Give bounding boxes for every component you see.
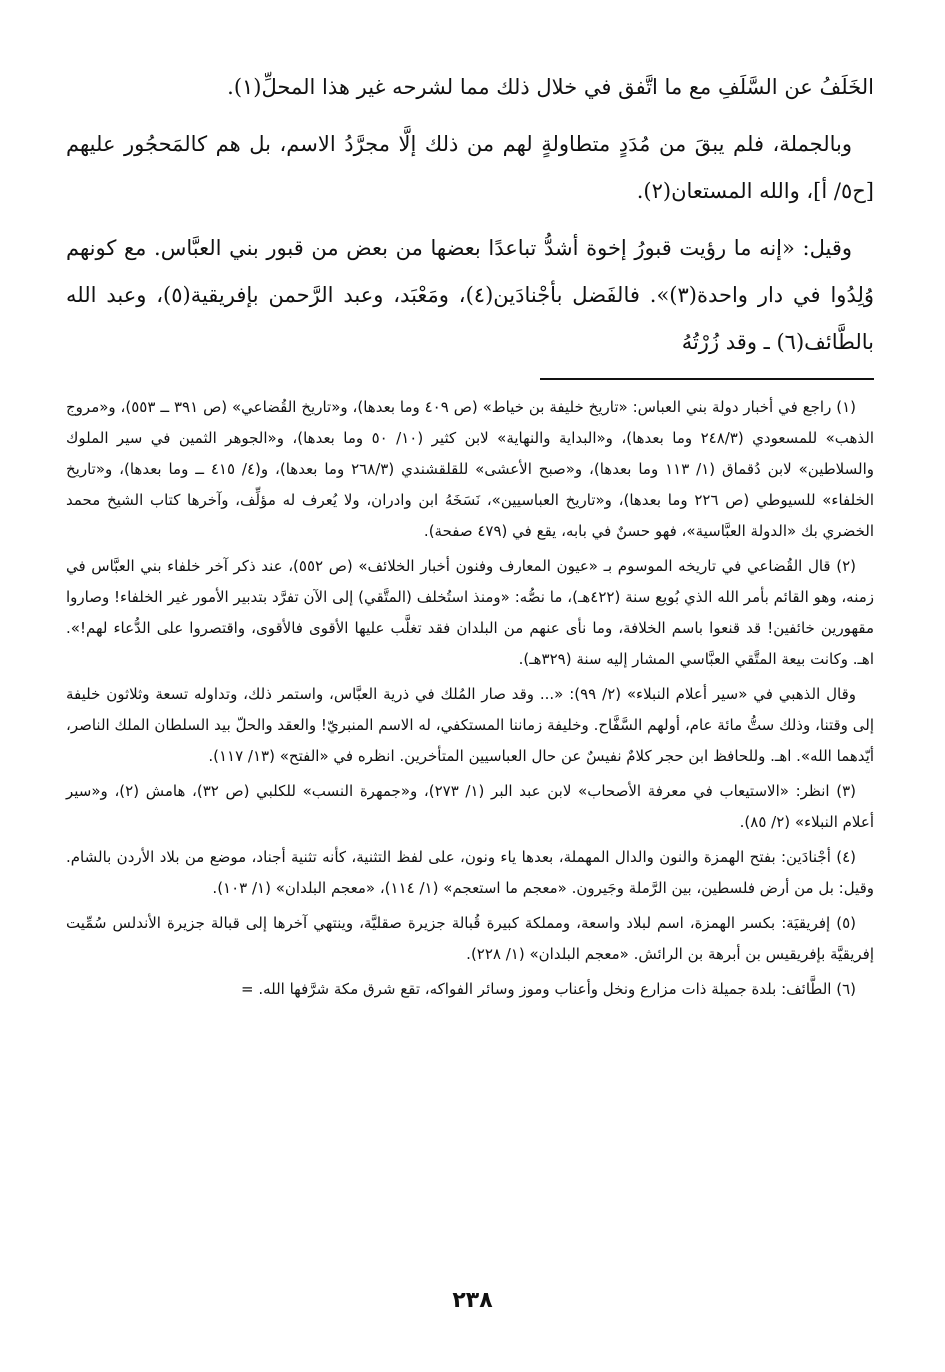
footnote-2-continued: وقال الذهبي في «سير أعلام النبلاء» (٢/ ٩٩): «... وقد صار المُلك في ذرية العبَّاس، واستمر ذلك، وتداوله تسعة وثلاثون خليفة إلى وقتنا، وذلك ستُّ مائة عام، أولهم السَّفَّاح. وخليفة زماننا المستكفي، له الاسم المنبريّ! والعقد والحلّ بيد السلطان الملك الناصر، أيّدهما الله». اهـ. وللحافظ ابن حجر كلامٌ نفيسٌ عن حال العباسيين المتأخرين. انظره في «الفتح» (١٣/ ١١٧). — [66, 685, 874, 765]
footnote-6: (٦) الطَّائف: بلدة جميلة ذات مزارع ونخل وأعناب وموز وسائر الفواكه، تقع شرق مكة شرَّفها الله. = — [240, 980, 856, 998]
main-paragraph-1: الخَلَفُ عن السَّلَفِ مع ما اتَّفق في خلال ذلك مما لشرحه غير هذا المحلِّ(١). — [227, 75, 874, 99]
main-text-block — [66, 64, 874, 376]
footnote-5: (٥) إفريقيَة: بكسر الهمزة، اسم لبلاد واسعة، ومملكة كبيرة قُبالة جزيرة صقليَّة، وينتهي آخرها إلى قبالة جزيرة الأندلس سُمِّيت إفريقيَّة بإفريقيس بن أبرهة بن الرائش. «معجم البلدان» (١/ ٢٢٨). — [66, 914, 874, 963]
footnote-2: (٢) قال القُضاعي في تاريخه الموسوم بـ «عيون المعارف وفنون أخبار الخلائف» (ص ٥٥٢)، عند ذكر آخر خلفاء بني العبَّاس في زمنه، وهو القائم بأمر الله الذي بُويع سنة (٤٢٢هـ)، ما نصُّه: «ومنذ استُخلف (المتَّقي) إلى الآن تفرَّد بتدبير الأمور غير الخلفاء! وصاروا مقهورين خائفين! قد قنعوا باسم الخلافة، وما نأى عنهم من البلدان فقد تغلَّب عليها الأقوى فالأقوى، واقتصروا على الدُّعاء لهم!». اهـ. وكانت بيعة المتَّقي العبَّاسي المشار إليه سنة (٣٢٩هـ). — [66, 557, 875, 668]
footnote-1: (١) راجع في أخبار دولة بني العباس: «تاريخ خليفة بن خياط» (ص ٤٠٩ وما بعدها)، و«تاريخ القُضاعي» (ص ٣٩١ ــ ٥٥٣)، و«مروج الذهب» للمسعودي (٢٤٨/٣ وما بعدها)، و«البداية والنهاية» لابن كثير (١٠/ ٥٠ وما بعدها)، و«الجوهر الثمين في سير الملوك والسلاطين» لابن دُقماق (١/ ١١٣ وما بعدها)، و«صبح الأعشى» للقلقشندي (٢٦٨/٣ وما بعدها)، و(٤/ ٤١٥ ــ وما بعدها)، و«تاريخ الخلفاء» للسيوطي (ص ٢٢٦ وما بعدها)، و«تاريخ العباسيين»، نَسَخَهُ ابن وادران، ولا يُعرف له مؤلِّف، وآخرها كتاب الشيخ محمد الخضري بك «الدولة العبَّاسية»، فهو حسنٌ في بابه، يقع في (٤٧٩ صفحة). — [66, 398, 875, 540]
footnote-separator — [540, 378, 874, 380]
main-paragraph-3: وقيل: «إنه ما رؤيت قبورُ إخوة أشدُّ تباعدًا بعضها من بعض من قبور بني العبَّاس. مع كونهم وُلِدُوا في دار واحدة(٣)». فالفَضل بأجْنادَين(٤)، ومَعْبَد، وعبد الرَّحمن بإفريقية(٥)، وعبد الله بالطَّائف(٦) ـ وقد زُرْتُهُ — [66, 236, 875, 354]
page-number: ٢٣٨ — [452, 1288, 493, 1313]
main-paragraph-2: وبالجملة، فلم يبقَ من مُدَدٍ متطاولةٍ لهم من ذلك إلَّا مجرَّدُ الاسم، بل هم كالمَحجُور عليهم [ح٥/ أ]، والله المستعان(٢). — [66, 132, 874, 203]
footnote-4: (٤) أجْنادَين: بفتح الهمزة والنون والدال المهملة، بعدها ياء ونون، على لفظ التثنية، كأنه تثنية أجناد، موضع من بلاد الأردن بالشام. وقيل: بل من أرض فلسطين، بين الرَّملة وجَيرون. «معجم ما استعجم» (١/ ١١٤)، «معجم البلدان» (١/ ١٠٣). — [66, 848, 874, 897]
footnote-3: (٣) انظر: «الاستيعاب في معرفة الأصحاب» لابن عبد البر (١/ ٢٧٣)، و«جمهرة النسب» للكلبي (ص ٣٢)، هامش (٢)، و«سير أعلام النبلاء» (٢/ ٨٥). — [66, 782, 874, 831]
footnotes-block — [66, 392, 874, 1009]
